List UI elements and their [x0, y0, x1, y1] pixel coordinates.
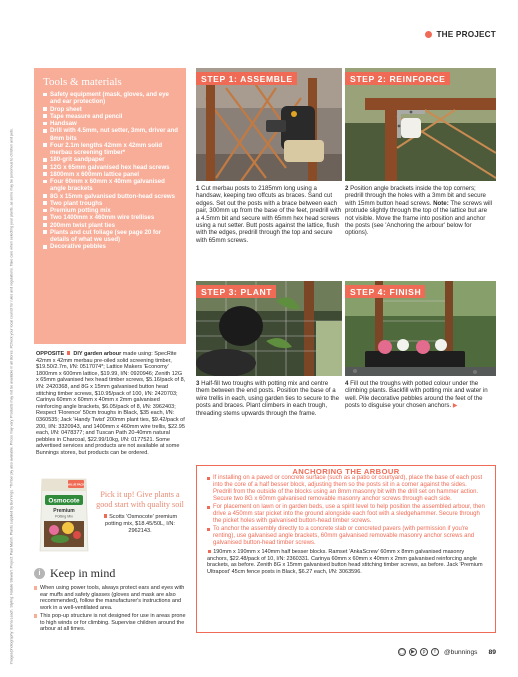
tools-item: Plants and cut foliage (see page 20 for details of what we used) — [43, 229, 178, 244]
bullet-square-icon — [208, 550, 211, 553]
step-1-banner: STEP 1: ASSEMBLE — [196, 72, 297, 85]
pack-brand-text: Osmocote — [48, 497, 80, 505]
step-3-text — [196, 380, 342, 417]
tools-item: Decorative pebbles — [43, 243, 178, 250]
end-arrow-icon: ▶ — [452, 403, 458, 410]
step-4-text — [345, 380, 494, 411]
anchoring-para: To anchor the assembly directly to a concrete slab or concreted pavers (with permission if you're renting), use galvanised angle brackets, 60mm galvanised removable masonry anchor screws and galvanised button-head timber screws. — [207, 526, 486, 547]
tools-item: Handsaw — [43, 120, 178, 127]
step-1 — [196, 68, 342, 266]
section-tag — [425, 30, 496, 39]
pick-up-caption — [94, 514, 186, 534]
tools-item: 200mm twist plant ties — [43, 222, 178, 229]
facebook-icon[interactable]: f — [431, 648, 439, 656]
tools-item: 1800mm x 600mm lattice panel — [43, 171, 178, 178]
pack-badge-text: VALUE PACK — [67, 483, 85, 487]
pack-sub-text: Potting Mix — [55, 514, 73, 519]
youtube-icon[interactable]: ▶ — [409, 648, 417, 656]
step-3-body: Half-fill two troughs with potting mix and centre them between the end posts. Position the base of a wire trellis in each, using garden ties to secure to the posts and braces. Plant climbers in each trough, threading stems upwards through the frame. — [196, 380, 340, 417]
tools-item: 8G x 15mm galvanised button-head screws — [43, 193, 178, 200]
tools-list — [43, 91, 178, 251]
tools-item: Premium potting mix — [43, 207, 178, 214]
step-3 — [196, 281, 342, 453]
pinterest-icon[interactable]: p — [420, 648, 428, 656]
anchoring-title-text: ANCHORING THE ARBOUR — [286, 467, 405, 476]
step-2-number: 2 — [345, 185, 349, 192]
opposite-heading: DIY garden arbour — [73, 351, 122, 357]
info-icon: i — [34, 568, 45, 579]
step-2-banner: STEP 2: REINFORCE — [345, 72, 450, 85]
pick-up-caption-text: Scotts 'Osmocote' premium potting mix, $18.45/50L, I/N: 2962143. — [105, 514, 178, 534]
anchoring-para: For placement on lawn or in garden beds, use a spirit level to help position the assembled arbour, then drive a 450mm star picket into the ground alongside each foot with a sledgehammer. Secure through the picket holes with galvanised button-head timber screws. — [207, 504, 486, 525]
keep-header — [34, 566, 186, 581]
step-3-banner: STEP 3: PLANT — [196, 285, 276, 298]
tools-item: Drill with 4.5mm, nut setter, 3mm, driver and 8mm bits — [43, 127, 178, 142]
section-dot-icon — [425, 31, 432, 38]
step-2 — [345, 68, 496, 266]
anchoring-materials-text: 190mm x 190mm x 140mm half besser blocks. Ramset 'AnkaScrew' 60mm x 8mm galvanised masonry anchors, $22.48/pack of 10, I/N: 2360331. Carinya 60mm x 60mm x 40mm x 2mm galvanised reinforcing angle brackets, as before. Zenith 8G x 15mm galvanised button head stitching timber screws, as before. Jack 'Premium Ultrapost' 45cm fence posts in Black, $6.27 each, I/N: 3063596. — [207, 549, 483, 575]
side-credit-text: Images/photography: Elena Leach. Styling: Natalie Stewart. Project: Paul Marsh. Plants supplied by Bunnings. *Timber ply also available. Prices may vary. Products may not be available in all stores. #Check your local council for rules and regulations. Take care when selecting your plants, as some may be poisonous to children and pets. — [9, 127, 14, 664]
step-2-note-label: Note: — [433, 199, 449, 207]
bullet-square-icon — [67, 351, 70, 354]
opposite-text: made using: SpecRite 42mm x 42mm merbau pre-oiled solid screening timber, $19.50/2.7m, I/N: 0517074*; Lattice Makers 'Economy' 1800mm x 600mm lattice, $19.99, I/N: 0920946; Zenith 12G x 65mm galvanised hex head timber screws, $5.16/pack of 8, I/N: 2420368, and 8G x 15mm galvanised button head stitching timber screws, $10.95/pack of 100, I/N: 2420703; Carinya 60mm x 60mm x 40mm x 2mm galvanised reinforcing angle brackets, $6.05/pack of 8, I/N: 3962403; Respect 'Florence' 50cm troughs in Black, $35 each, I/N: 0360535; Jack 'Handy Twist' 200mm plant ties, $9.42/pack of 200, I/N: 3320943, and 1400mm x 460mm wire trellis, $22.95 each, I/N: 0478377; and Tuscan Path 20-40mm natural pebbles in Charcoal, $22.99/10kg, I/N: 0177521. Some advertised services and products are not available at some Bunnings stores, but products can be ordered. — [36, 351, 186, 456]
tools-item: Two plant troughs — [43, 200, 178, 207]
tools-item: 180-grit sandpaper — [43, 156, 178, 163]
tools-item: Safety equipment (mask, gloves, and eye and ear protection) — [43, 91, 178, 106]
section-tag-label: THE PROJECT — [436, 30, 496, 39]
side-credit — [4, 127, 16, 664]
tools-title: Tools & materials — [43, 76, 122, 88]
step-2-note: The screws will protrude slightly through the top of the lattice but are not visible. Move the frame into position and anchor the posts (see 'Anchoring the arbour' below for options). — [345, 199, 493, 237]
step-4 — [345, 281, 496, 453]
step-4-number: 4 — [345, 380, 349, 387]
tools-item: Four 2.1m lengths 42mm x 42mm solid merbau screening timber* — [43, 142, 178, 157]
step-2-text — [345, 185, 494, 237]
step-1-text — [196, 185, 342, 244]
step-3-number: 3 — [196, 380, 200, 387]
keep-in-mind — [34, 566, 186, 635]
keep-item: When using power tools, always protect ears and eyes with ear muffs and safety glasses (gloves and mask are also recommended), follow the manufacturer's instructions and work in a well-ventilated area. — [34, 585, 186, 611]
step-1-body: Cut merbau posts to 2185mm long using a handsaw, keeping two offcuts as braces. Sand cut edges. Set out the posts with a brace between each pair, 300mm up from the base of the feet, predrill with a 4.5mm bit and secure with 65mm hex head screws using a nut setter. Butt posts against the lattice, flush with the edges, predrill through the top and secure with 65mm screws. — [196, 185, 342, 244]
social-handle[interactable]: @bunnings — [443, 648, 478, 656]
potting-mix-bag — [38, 475, 90, 555]
tools-item: Four 60mm x 60mm x 40mm galvanised angle brackets — [43, 178, 178, 193]
opposite-caption — [36, 351, 186, 457]
step-1-number: 1 — [196, 185, 200, 192]
pick-up-heading: Pick it up! Give plants a good start with quality soil — [96, 490, 184, 509]
opposite-label: OPPOSITE — [36, 351, 65, 357]
step-4-body: Fill out the troughs with potted colour under the climbing plants. Backfill with potting mix and water in well. Pile decorative pebbles around the feet of the posts to disguise your chosen anchors. — [345, 380, 488, 410]
tools-item: Drop sheet — [43, 106, 178, 113]
keep-item: This pop-up structure is not designed for use in areas prone to high winds or for climbing. Supervise children around the arbour at all times. — [34, 613, 186, 633]
anchoring-box — [196, 465, 496, 633]
bullet-square-icon — [104, 514, 107, 517]
page-number: 89 — [488, 648, 496, 656]
anchoring-materials — [207, 549, 486, 575]
anchoring-para: If installing on a paved or concrete surface (such as a patio or courtyard), place the base of each post into the core of a half besser block, adjusting them so the posts sit in a corner against the sides. Predrill from the outside of the blocks using an 8mm masonry bit with the drill set on hammer action. Secure two 8G x 60mm galvanised removable masonry anchor screws through each side. — [207, 475, 486, 503]
instagram-icon[interactable]: ◯ — [399, 649, 405, 655]
pick-it-up — [94, 490, 186, 534]
tools-item: Two 1400mm x 460mm wire trellises — [43, 214, 178, 221]
tools-item: 12G x 65mm galvanised hex head screws — [43, 164, 178, 171]
tools-item: Tape measure and pencil — [43, 113, 178, 120]
tools-materials-panel — [34, 68, 186, 344]
step-2-body: Position angle brackets inside the top corners; predrill through the holes with a 3mm bit and secure with 15mm button head screws. — [345, 185, 486, 207]
keep-title: Keep in mind — [50, 566, 116, 580]
footer — [398, 648, 496, 656]
pack-name-text: Premium — [53, 508, 75, 514]
step-4-banner: STEP 4: FINISH — [345, 285, 425, 298]
